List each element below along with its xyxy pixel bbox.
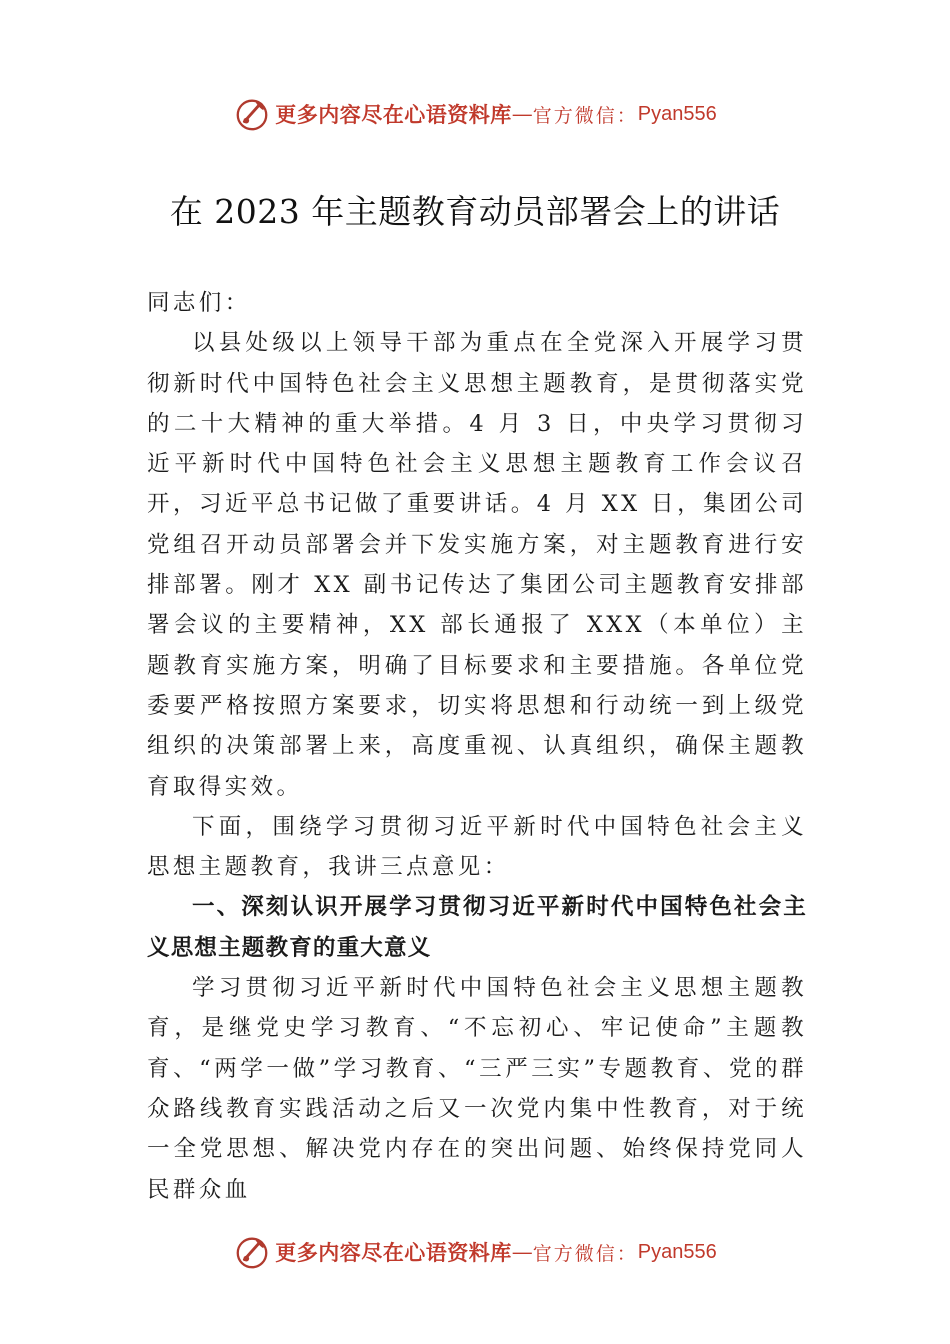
banner-wechat-label: 官方微信： <box>532 104 638 127</box>
quill-seal-icon <box>233 95 271 133</box>
banner-main-text: 更多内容尽在心语资料库 <box>275 1240 512 1265</box>
banner-dash: — <box>511 102 533 126</box>
header-banner <box>0 92 950 136</box>
document-title: 在 2023 年主题教育动员部署会上的讲话 <box>169 192 781 231</box>
document-body <box>147 283 807 1210</box>
paragraph-1: 以县处级以上领导干部为重点在全党深入开展学习贯彻新时代中国特色社会主义思想主题教育，是贯彻落实党的二十大精神的重大举措。4 月 3 日，中央学习贯彻习近平新时代中国特色社会主义思想主题教育工作会议召开，习近平总书记做了重要讲话。4 月 XX 日，集团公司党组召开动员部署会并下发实施方案，对主题教育进行安排部署。刚才 XX 副书记传达了集团公司主题教育安排部署会议的主要精神，XX 部长通报了 XXX（本单位）主题教育实施方案，明确了目标要求和主要措施。各单位党委要严格按照方案要求，切实将思想和行动统一到上级党组织的决策部署上来，高度重视、认真组织，确保主题教育取得实效。 <box>147 330 807 800</box>
paragraph-3: 学习贯彻习近平新时代中国特色社会主义思想主题教育，是继党史学习教育、“不忘初心、牢记使命”主题教育、“两学一做”学习教育、“三严三实”专题教育、党的群众路线教育实践活动之后又一次党内集中性教育，对于统一全党思想、解决党内存在的突出问题、始终保持党同人民群众血 <box>147 975 807 1203</box>
section-heading-1: 一、深刻认识开展学习贯彻习近平新时代中国特色社会主义思想主题教育的重大意义 <box>147 894 807 961</box>
quill-seal-icon <box>233 1233 271 1271</box>
banner-wechat-id: Pyan556 <box>637 1240 717 1263</box>
footer-banner <box>0 1230 950 1274</box>
salutation: 同志们： <box>147 290 251 316</box>
banner-dash: — <box>511 1240 533 1264</box>
paragraph-2: 下面，围绕学习贯彻习近平新时代中国特色社会主义思想主题教育，我讲三点意见： <box>147 813 807 881</box>
banner-wechat-label: 官方微信： <box>532 1242 638 1265</box>
banner-main-text: 更多内容尽在心语资料库 <box>275 102 512 127</box>
banner-wechat-id: Pyan556 <box>637 102 717 125</box>
